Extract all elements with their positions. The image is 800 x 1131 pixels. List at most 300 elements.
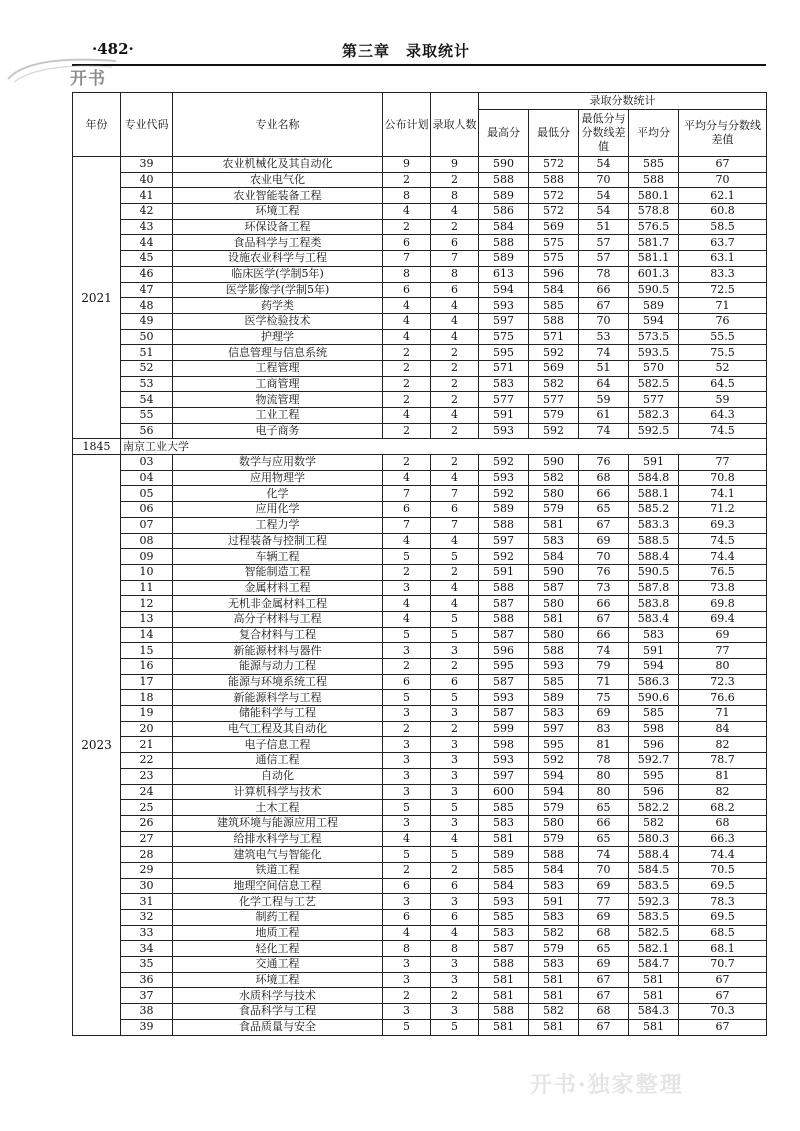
col-header-year: 年份 bbox=[73, 93, 121, 157]
plan-cell: 3 bbox=[383, 768, 431, 784]
plan-cell: 3 bbox=[383, 580, 431, 596]
avg-score-cell: 583.5 bbox=[629, 910, 679, 926]
table-row bbox=[73, 721, 767, 737]
max-score-cell: 589 bbox=[479, 188, 529, 204]
max-score-cell: 575 bbox=[479, 329, 529, 345]
table-row bbox=[73, 345, 767, 361]
avg-score-cell: 596 bbox=[629, 737, 679, 753]
major-name-cell: 建筑环境与能源应用工程 bbox=[173, 815, 383, 831]
avg-score-cell: 582.5 bbox=[629, 376, 679, 392]
admitted-cell: 3 bbox=[431, 737, 479, 753]
avg-score-cell: 592.3 bbox=[629, 894, 679, 910]
avg-score-cell: 596 bbox=[629, 784, 679, 800]
year-cell: 2021 bbox=[73, 157, 121, 439]
avg-diff-cell: 70.8 bbox=[679, 470, 767, 486]
avg-score-cell: 581 bbox=[629, 1019, 679, 1035]
avg-score-cell: 581 bbox=[629, 988, 679, 1004]
page-header bbox=[72, 40, 762, 64]
avg-score-cell: 583.3 bbox=[629, 517, 679, 533]
table-row bbox=[73, 533, 767, 549]
min-score-cell: 582 bbox=[529, 925, 579, 941]
avg-diff-cell: 72.3 bbox=[679, 674, 767, 690]
major-code-cell: 13 bbox=[121, 611, 173, 627]
major-name-cell: 护理学 bbox=[173, 329, 383, 345]
min-diff-cell: 64 bbox=[579, 376, 629, 392]
min-diff-cell: 67 bbox=[579, 611, 629, 627]
avg-score-cell: 582 bbox=[629, 815, 679, 831]
col-header-major-name: 专业名称 bbox=[173, 93, 383, 157]
major-code-cell: 43 bbox=[121, 219, 173, 235]
major-name-cell: 计算机科学与技术 bbox=[173, 784, 383, 800]
max-score-cell: 589 bbox=[479, 502, 529, 518]
table-row bbox=[73, 862, 767, 878]
admitted-cell: 4 bbox=[431, 596, 479, 612]
university-row bbox=[73, 439, 767, 455]
avg-score-cell: 581 bbox=[629, 972, 679, 988]
major-code-cell: 24 bbox=[121, 784, 173, 800]
admitted-cell: 2 bbox=[431, 564, 479, 580]
admitted-cell: 7 bbox=[431, 517, 479, 533]
min-diff-cell: 57 bbox=[579, 235, 629, 251]
avg-diff-cell: 77 bbox=[679, 455, 767, 471]
min-diff-cell: 74 bbox=[579, 345, 629, 361]
min-score-cell: 577 bbox=[529, 392, 579, 408]
table-row bbox=[73, 392, 767, 408]
table-row bbox=[73, 910, 767, 926]
min-diff-cell: 67 bbox=[579, 1019, 629, 1035]
avg-diff-cell: 74.5 bbox=[679, 423, 767, 439]
plan-cell: 4 bbox=[383, 408, 431, 424]
plan-cell: 6 bbox=[383, 910, 431, 926]
major-code-cell: 10 bbox=[121, 564, 173, 580]
table-row bbox=[73, 266, 767, 282]
plan-cell: 6 bbox=[383, 878, 431, 894]
min-diff-cell: 66 bbox=[579, 815, 629, 831]
col-header-avg-diff: 平均分与分数线差值 bbox=[679, 110, 767, 157]
min-score-cell: 593 bbox=[529, 659, 579, 675]
major-name-cell: 农业机械化及其自动化 bbox=[173, 157, 383, 173]
avg-diff-cell: 64.3 bbox=[679, 408, 767, 424]
avg-score-cell: 583.5 bbox=[629, 878, 679, 894]
min-diff-cell: 75 bbox=[579, 690, 629, 706]
plan-cell: 2 bbox=[383, 360, 431, 376]
min-score-cell: 572 bbox=[529, 188, 579, 204]
min-diff-cell: 67 bbox=[579, 988, 629, 1004]
min-score-cell: 579 bbox=[529, 408, 579, 424]
major-code-cell: 37 bbox=[121, 988, 173, 1004]
avg-diff-cell: 82 bbox=[679, 784, 767, 800]
min-diff-cell: 83 bbox=[579, 721, 629, 737]
min-diff-cell: 66 bbox=[579, 596, 629, 612]
min-diff-cell: 74 bbox=[579, 423, 629, 439]
plan-cell: 9 bbox=[383, 157, 431, 173]
avg-score-cell: 584.8 bbox=[629, 470, 679, 486]
max-score-cell: 593 bbox=[479, 753, 529, 769]
avg-score-cell: 588.4 bbox=[629, 847, 679, 863]
plan-cell: 4 bbox=[383, 204, 431, 220]
admitted-cell: 4 bbox=[431, 408, 479, 424]
plan-cell: 4 bbox=[383, 470, 431, 486]
min-diff-cell: 70 bbox=[579, 549, 629, 565]
major-code-cell: 53 bbox=[121, 376, 173, 392]
avg-score-cell: 582.5 bbox=[629, 925, 679, 941]
min-score-cell: 581 bbox=[529, 1019, 579, 1035]
min-diff-cell: 67 bbox=[579, 517, 629, 533]
min-score-cell: 585 bbox=[529, 298, 579, 314]
admitted-cell: 4 bbox=[431, 470, 479, 486]
min-score-cell: 592 bbox=[529, 753, 579, 769]
major-name-cell: 工程力学 bbox=[173, 517, 383, 533]
avg-diff-cell: 69.4 bbox=[679, 611, 767, 627]
major-code-cell: 36 bbox=[121, 972, 173, 988]
avg-score-cell: 591 bbox=[629, 455, 679, 471]
major-name-cell: 土木工程 bbox=[173, 800, 383, 816]
plan-cell: 5 bbox=[383, 627, 431, 643]
major-code-cell: 48 bbox=[121, 298, 173, 314]
avg-diff-cell: 59 bbox=[679, 392, 767, 408]
avg-diff-cell: 67 bbox=[679, 988, 767, 1004]
admitted-cell: 3 bbox=[431, 957, 479, 973]
admitted-cell: 6 bbox=[431, 235, 479, 251]
max-score-cell: 585 bbox=[479, 862, 529, 878]
avg-diff-cell: 67 bbox=[679, 972, 767, 988]
major-name-cell: 建筑电气与智能化 bbox=[173, 847, 383, 863]
table-row bbox=[73, 925, 767, 941]
avg-score-cell: 590.5 bbox=[629, 564, 679, 580]
max-score-cell: 597 bbox=[479, 533, 529, 549]
table-row bbox=[73, 408, 767, 424]
min-diff-cell: 65 bbox=[579, 831, 629, 847]
min-score-cell: 580 bbox=[529, 815, 579, 831]
min-score-cell: 579 bbox=[529, 941, 579, 957]
min-diff-cell: 68 bbox=[579, 1004, 629, 1020]
admitted-cell: 8 bbox=[431, 266, 479, 282]
avg-diff-cell: 58.5 bbox=[679, 219, 767, 235]
max-score-cell: 597 bbox=[479, 768, 529, 784]
avg-score-cell: 585 bbox=[629, 706, 679, 722]
avg-diff-cell: 71 bbox=[679, 706, 767, 722]
min-score-cell: 579 bbox=[529, 502, 579, 518]
plan-cell: 3 bbox=[383, 957, 431, 973]
admitted-cell: 7 bbox=[431, 251, 479, 267]
min-score-cell: 581 bbox=[529, 972, 579, 988]
min-diff-cell: 67 bbox=[579, 972, 629, 988]
admitted-cell: 5 bbox=[431, 1019, 479, 1035]
plan-cell: 2 bbox=[383, 988, 431, 1004]
avg-score-cell: 588.4 bbox=[629, 549, 679, 565]
major-name-cell: 工程管理 bbox=[173, 360, 383, 376]
max-score-cell: 577 bbox=[479, 392, 529, 408]
min-diff-cell: 54 bbox=[579, 188, 629, 204]
avg-score-cell: 582.3 bbox=[629, 408, 679, 424]
plan-cell: 4 bbox=[383, 611, 431, 627]
table-row bbox=[73, 502, 767, 518]
major-code-cell: 26 bbox=[121, 815, 173, 831]
major-code-cell: 55 bbox=[121, 408, 173, 424]
avg-diff-cell: 77 bbox=[679, 643, 767, 659]
avg-score-cell: 583.4 bbox=[629, 611, 679, 627]
table-row bbox=[73, 486, 767, 502]
admitted-cell: 6 bbox=[431, 878, 479, 894]
major-code-cell: 34 bbox=[121, 941, 173, 957]
major-name-cell: 铁道工程 bbox=[173, 862, 383, 878]
table-row bbox=[73, 611, 767, 627]
major-name-cell: 电气工程及其自动化 bbox=[173, 721, 383, 737]
admitted-cell: 2 bbox=[431, 659, 479, 675]
major-name-cell: 应用物理学 bbox=[173, 470, 383, 486]
table-row bbox=[73, 659, 767, 675]
major-name-cell: 水质科学与技术 bbox=[173, 988, 383, 1004]
major-code-cell: 07 bbox=[121, 517, 173, 533]
max-score-cell: 595 bbox=[479, 345, 529, 361]
major-code-cell: 20 bbox=[121, 721, 173, 737]
plan-cell: 3 bbox=[383, 643, 431, 659]
max-score-cell: 594 bbox=[479, 282, 529, 298]
admitted-cell: 3 bbox=[431, 768, 479, 784]
admitted-cell: 2 bbox=[431, 988, 479, 1004]
avg-diff-cell: 76.5 bbox=[679, 564, 767, 580]
min-diff-cell: 59 bbox=[579, 392, 629, 408]
avg-diff-cell: 78.7 bbox=[679, 753, 767, 769]
major-name-cell: 食品科学与工程类 bbox=[173, 235, 383, 251]
major-code-cell: 33 bbox=[121, 925, 173, 941]
major-name-cell: 储能科学与工程 bbox=[173, 706, 383, 722]
min-score-cell: 581 bbox=[529, 611, 579, 627]
max-score-cell: 595 bbox=[479, 659, 529, 675]
major-code-cell: 51 bbox=[121, 345, 173, 361]
major-name-cell: 物流管理 bbox=[173, 392, 383, 408]
min-score-cell: 580 bbox=[529, 486, 579, 502]
min-score-cell: 584 bbox=[529, 282, 579, 298]
min-score-cell: 572 bbox=[529, 157, 579, 173]
avg-score-cell: 586.3 bbox=[629, 674, 679, 690]
plan-cell: 4 bbox=[383, 298, 431, 314]
avg-score-cell: 573.5 bbox=[629, 329, 679, 345]
major-name-cell: 电子商务 bbox=[173, 423, 383, 439]
major-code-cell: 18 bbox=[121, 690, 173, 706]
table-row bbox=[73, 753, 767, 769]
major-name-cell: 食品质量与安全 bbox=[173, 1019, 383, 1035]
plan-cell: 2 bbox=[383, 392, 431, 408]
year-cell: 2023 bbox=[73, 455, 121, 1035]
table-row bbox=[73, 251, 767, 267]
col-header-avg: 平均分 bbox=[629, 110, 679, 157]
min-score-cell: 583 bbox=[529, 533, 579, 549]
min-score-cell: 588 bbox=[529, 172, 579, 188]
major-code-cell: 54 bbox=[121, 392, 173, 408]
min-score-cell: 575 bbox=[529, 251, 579, 267]
min-diff-cell: 69 bbox=[579, 957, 629, 973]
min-diff-cell: 68 bbox=[579, 470, 629, 486]
avg-score-cell: 588.1 bbox=[629, 486, 679, 502]
major-name-cell: 临床医学(学制5年) bbox=[173, 266, 383, 282]
avg-score-cell: 580.1 bbox=[629, 188, 679, 204]
avg-score-cell: 589 bbox=[629, 298, 679, 314]
min-score-cell: 590 bbox=[529, 455, 579, 471]
admitted-cell: 5 bbox=[431, 611, 479, 627]
plan-cell: 2 bbox=[383, 423, 431, 439]
plan-cell: 4 bbox=[383, 329, 431, 345]
admitted-cell: 6 bbox=[431, 674, 479, 690]
avg-score-cell: 592.7 bbox=[629, 753, 679, 769]
plan-cell: 2 bbox=[383, 721, 431, 737]
table-body bbox=[73, 157, 767, 1036]
max-score-cell: 581 bbox=[479, 1019, 529, 1035]
major-name-cell: 制药工程 bbox=[173, 910, 383, 926]
major-code-cell: 32 bbox=[121, 910, 173, 926]
max-score-cell: 583 bbox=[479, 925, 529, 941]
avg-diff-cell: 74.1 bbox=[679, 486, 767, 502]
major-name-cell: 自动化 bbox=[173, 768, 383, 784]
admitted-cell: 6 bbox=[431, 502, 479, 518]
major-name-cell: 给排水科学与工程 bbox=[173, 831, 383, 847]
min-diff-cell: 66 bbox=[579, 627, 629, 643]
avg-score-cell: 582.2 bbox=[629, 800, 679, 816]
plan-cell: 3 bbox=[383, 815, 431, 831]
plan-cell: 8 bbox=[383, 941, 431, 957]
avg-diff-cell: 75.5 bbox=[679, 345, 767, 361]
major-code-cell: 28 bbox=[121, 847, 173, 863]
major-name-cell: 高分子材料与工程 bbox=[173, 611, 383, 627]
admitted-cell: 2 bbox=[431, 721, 479, 737]
plan-cell: 8 bbox=[383, 266, 431, 282]
major-code-cell: 09 bbox=[121, 549, 173, 565]
max-score-cell: 593 bbox=[479, 690, 529, 706]
plan-cell: 3 bbox=[383, 753, 431, 769]
plan-cell: 4 bbox=[383, 533, 431, 549]
major-code-cell: 45 bbox=[121, 251, 173, 267]
plan-cell: 2 bbox=[383, 172, 431, 188]
logo-text: 开书 bbox=[70, 69, 106, 89]
plan-cell: 8 bbox=[383, 188, 431, 204]
avg-score-cell: 584.5 bbox=[629, 862, 679, 878]
admitted-cell: 4 bbox=[431, 831, 479, 847]
min-score-cell: 583 bbox=[529, 910, 579, 926]
min-diff-cell: 67 bbox=[579, 298, 629, 314]
major-code-cell: 40 bbox=[121, 172, 173, 188]
col-header-plan: 公布计划 bbox=[383, 93, 431, 157]
major-name-cell: 地理空间信息工程 bbox=[173, 878, 383, 894]
max-score-cell: 588 bbox=[479, 1004, 529, 1020]
table-row bbox=[73, 313, 767, 329]
admitted-cell: 5 bbox=[431, 800, 479, 816]
major-code-cell: 22 bbox=[121, 753, 173, 769]
major-name-cell: 农业智能装备工程 bbox=[173, 188, 383, 204]
major-code-cell: 56 bbox=[121, 423, 173, 439]
table-row bbox=[73, 706, 767, 722]
min-score-cell: 579 bbox=[529, 831, 579, 847]
table-row bbox=[73, 1019, 767, 1035]
admitted-cell: 7 bbox=[431, 486, 479, 502]
min-score-cell: 588 bbox=[529, 847, 579, 863]
major-name-cell: 能源与动力工程 bbox=[173, 659, 383, 675]
avg-diff-cell: 69.3 bbox=[679, 517, 767, 533]
avg-diff-cell: 83.3 bbox=[679, 266, 767, 282]
table-row bbox=[73, 988, 767, 1004]
min-diff-cell: 78 bbox=[579, 266, 629, 282]
min-score-cell: 590 bbox=[529, 564, 579, 580]
table-row bbox=[73, 580, 767, 596]
min-score-cell: 583 bbox=[529, 706, 579, 722]
max-score-cell: 588 bbox=[479, 957, 529, 973]
avg-diff-cell: 66.3 bbox=[679, 831, 767, 847]
plan-cell: 5 bbox=[383, 549, 431, 565]
table-row bbox=[73, 455, 767, 471]
admitted-cell: 2 bbox=[431, 455, 479, 471]
major-name-cell: 食品科学与工程 bbox=[173, 1004, 383, 1020]
max-score-cell: 593 bbox=[479, 423, 529, 439]
col-header-max: 最高分 bbox=[479, 110, 529, 157]
max-score-cell: 588 bbox=[479, 172, 529, 188]
max-score-cell: 599 bbox=[479, 721, 529, 737]
plan-cell: 7 bbox=[383, 486, 431, 502]
plan-cell: 5 bbox=[383, 1019, 431, 1035]
min-score-cell: 583 bbox=[529, 957, 579, 973]
major-code-cell: 38 bbox=[121, 1004, 173, 1020]
table-row bbox=[73, 549, 767, 565]
min-score-cell: 581 bbox=[529, 988, 579, 1004]
min-score-cell: 589 bbox=[529, 690, 579, 706]
avg-diff-cell: 67 bbox=[679, 157, 767, 173]
min-score-cell: 569 bbox=[529, 219, 579, 235]
admitted-cell: 2 bbox=[431, 862, 479, 878]
admitted-cell: 2 bbox=[431, 423, 479, 439]
avg-diff-cell: 71.2 bbox=[679, 502, 767, 518]
min-score-cell: 595 bbox=[529, 737, 579, 753]
col-header-score-stats: 录取分数统计 bbox=[479, 93, 767, 110]
table-row bbox=[73, 235, 767, 251]
plan-cell: 3 bbox=[383, 1004, 431, 1020]
avg-score-cell: 578.8 bbox=[629, 204, 679, 220]
admitted-cell: 4 bbox=[431, 313, 479, 329]
avg-diff-cell: 70.5 bbox=[679, 862, 767, 878]
max-score-cell: 590 bbox=[479, 157, 529, 173]
min-score-cell: 588 bbox=[529, 643, 579, 659]
min-diff-cell: 65 bbox=[579, 800, 629, 816]
min-diff-cell: 66 bbox=[579, 282, 629, 298]
min-diff-cell: 81 bbox=[579, 737, 629, 753]
major-name-cell: 数学与应用数学 bbox=[173, 455, 383, 471]
plan-cell: 5 bbox=[383, 800, 431, 816]
table-row bbox=[73, 831, 767, 847]
plan-cell: 4 bbox=[383, 831, 431, 847]
plan-cell: 4 bbox=[383, 596, 431, 612]
max-score-cell: 581 bbox=[479, 972, 529, 988]
table-row bbox=[73, 737, 767, 753]
avg-score-cell: 583.8 bbox=[629, 596, 679, 612]
avg-score-cell: 576.5 bbox=[629, 219, 679, 235]
min-score-cell: 587 bbox=[529, 580, 579, 596]
plan-cell: 6 bbox=[383, 282, 431, 298]
max-score-cell: 587 bbox=[479, 941, 529, 957]
watermark-text: 开书·独家整理 bbox=[530, 1072, 684, 1098]
major-name-cell: 新能源科学与工程 bbox=[173, 690, 383, 706]
max-score-cell: 593 bbox=[479, 894, 529, 910]
admitted-cell: 8 bbox=[431, 941, 479, 957]
major-name-cell: 信息管理与信息系统 bbox=[173, 345, 383, 361]
admitted-cell: 9 bbox=[431, 157, 479, 173]
min-diff-cell: 69 bbox=[579, 878, 629, 894]
major-name-cell: 药学类 bbox=[173, 298, 383, 314]
major-code-cell: 11 bbox=[121, 580, 173, 596]
table-row bbox=[73, 674, 767, 690]
admitted-cell: 4 bbox=[431, 925, 479, 941]
min-score-cell: 579 bbox=[529, 800, 579, 816]
avg-score-cell: 592.5 bbox=[629, 423, 679, 439]
avg-score-cell: 594 bbox=[629, 313, 679, 329]
min-score-cell: 588 bbox=[529, 313, 579, 329]
chapter-title: 第三章 录取统计 bbox=[342, 42, 471, 60]
